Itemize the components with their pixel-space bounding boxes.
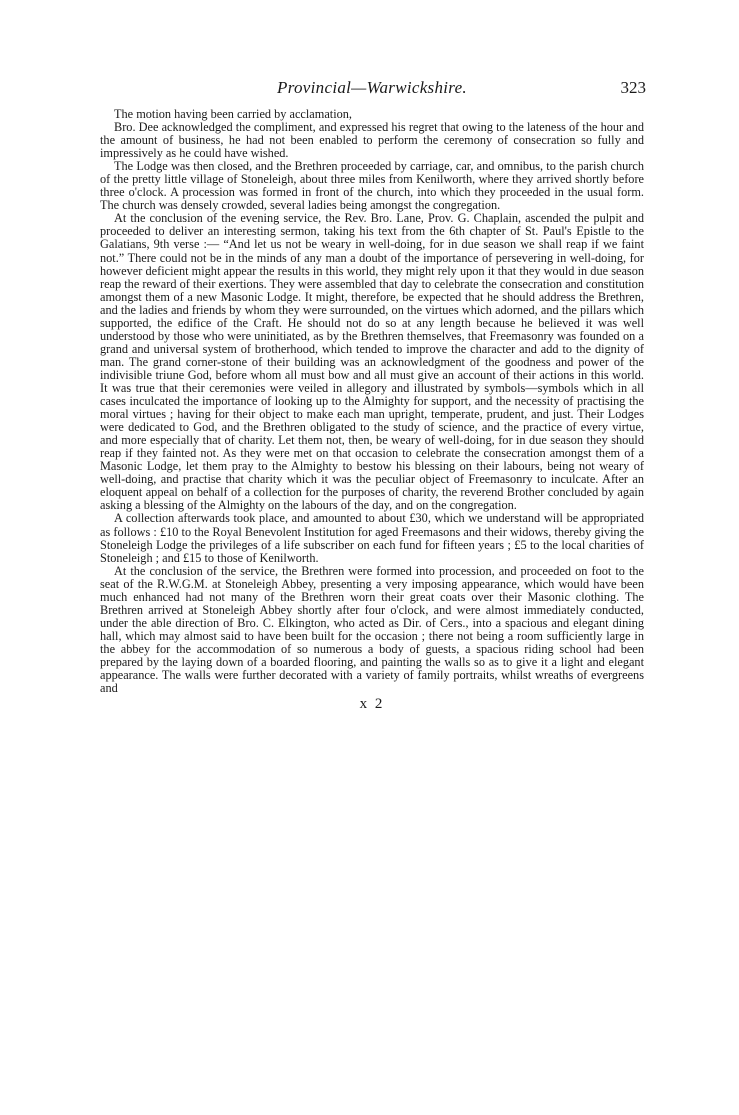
page-header	[100, 78, 644, 100]
paragraph: At the conclusion of the service, the Brethren were formed into procession, and proceeded on foot to the seat of the R.W.G.M. at Stoneleigh Abbey, presenting a very imposing appearance, which would have been much enhanced had not many of the Brethren worn their great coats over their Masonic clothing. The Brethren arrived at Stoneleigh Abbey shortly after four o'clock, and were almost immediately conducted, under the able direction of Bro. C. Elkington, who acted as Dir. of Cers., into a spacious and elegant dining hall, which may almost said to have been built for the occasion ; there not being a room sufficiently large in the abbey for the accommodation of so numerous a body of guests, a spacious riding school had been prepared by the laying down of a boarded flooring, and painting the walls so as to give it a light and elegant appearance. The walls were further decorated with a variety of family portraits, whilst wreaths of evergreens and	[100, 563, 644, 696]
paragraph: The Lodge was then closed, and the Brethren proceeded by carriage, car, and omnibus, to the parish church of the pretty little village of Stoneleigh, about three miles from Kenilworth, where they arrived shortly before three o'clock. A procession was formed in front of the church, into which they proceeded in the usual form. The church was densely crowded, several ladies being amongst the congregation.	[100, 159, 644, 213]
paragraph: The motion having been carried by acclamation,	[114, 107, 352, 121]
page-number: 323	[620, 78, 646, 97]
paragraph: At the conclusion of the evening service, the Rev. Bro. Lane, Prov. G. Chaplain, ascended the pulpit and proceeded to deliver an interesting sermon, taking his text from the 6th chapter of St. Paul's Epistle to the Galatians, 9th verse :— “And let us not be weary in well-doing, for in due season we shall reap if we faint not.” There could not be in the minds of any man a doubt of the importance of persevering in well-doing, for however deficient might appear the results in this world, they might rely upon it that they would in due season reap the reward of their exertions. They were assembled that day to celebrate the consecration and constitution amongst them of a new Masonic Lodge. It might, therefore, be expected that he should address the Brethren, and the ladies and friends by whom they were surrounded, on the virtues which adorned, and the pillars which supported, the edifice of the Craft. He should not do so at any length because he believed it was well understood by those who were uninitiated, as by the Brethren themselves, that Freemasonry was founded on a grand and universal system of brotherhood, which tended to improve the character and add to the dignity of man. The grand corner-stone of their building was an acknowledgment of the goodness and power of the indivisible triune God, before whom all must bow and all must give an account of their actions in this world. It was true that their ceremonies were veiled in allegory and illustrated by symbols—symbols which in all cases inculcated the importance of looking up to the Almighty for support, and the necessity of practising the moral virtues ; having for their object to make each man upright, temperate, prudent, and just. Their Lodges were dedicated to God, and the Brethren obligated to the study of science, and the practice of every virtue, and more especially that of charity. Let them not, then, be weary of well-doing, for in due season they should reap if they fainted not. As they were met on that occasion to celebrate the consecration amongst them of a Masonic Lodge, let them pray to the Almighty to bestow his blessing on their labours, being not weary of well-doing, and practise that charity which it was the peculiar object of Freemasonry to inculcate. After an eloquent appeal on behalf of a collection for the purposes of charity, the reverend Brother concluded by again asking a blessing of the Almighty on the labours of the day, and on the congregation.	[100, 211, 644, 513]
signature-mark: x 2	[359, 696, 385, 713]
document-page	[100, 78, 644, 713]
paragraph: A collection afterwards took place, and amounted to about £30, which we understand will be appropriated as follows : £10 to the Royal Benevolent Institution for aged Freemasons and their widows, thereby giving the Stoneleigh Lodge the privileges of a life subscriber on each fund for fifteen years ; £5 to the local charities of Stoneleigh ; and £15 to those of Kenilworth.	[100, 511, 644, 565]
running-head: Provincial—Warwickshire.	[277, 78, 467, 97]
paragraph: Bro. Dee acknowledged the compliment, and expressed his regret that owing to the lateness of the hour and the amount of business, he had not been enabled to perform the ceremony of consecration so fully and impressively as he could have wished.	[100, 120, 644, 161]
body-text	[100, 108, 644, 695]
